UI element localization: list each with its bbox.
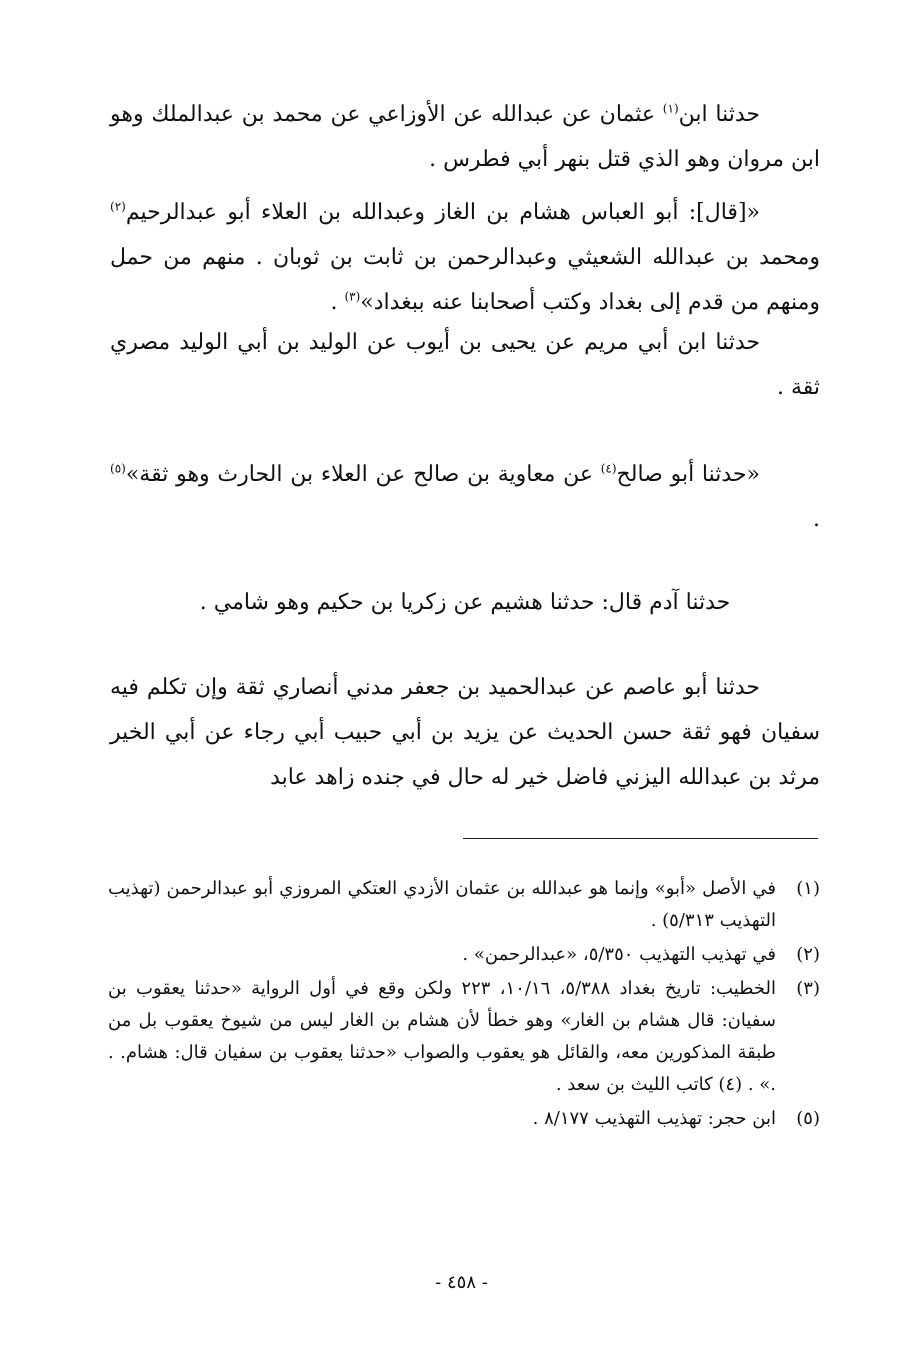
paragraph-5: حدثنا آدم قال: حدثنا هشيم عن زكريا بن حكيم وهو شامي . <box>199 590 731 615</box>
footnote-1 <box>108 873 820 937</box>
paragraph-2-text-part3: . <box>330 290 345 315</box>
paragraph-1-text-end: عثمان عن عبدالله عن الأوزاعي عن محمد بن عبدالملك وهو ابن مروان وهو الذي قتل بنهر أبي فطرس . <box>110 102 820 172</box>
paragraph-3: حدثنا ابن أبي مريم عن يحيى بن أيوب عن الوليد بن أبي الوليد مصري ثقة . <box>110 330 820 400</box>
footnote-number: (٣) <box>796 978 820 999</box>
footnote-number: (٥) <box>796 1108 820 1129</box>
paragraph-6: حدثنا أبو عاصم عن عبدالحميد بن جعفر مدني أنصاري ثقة وإن تكلم فيه سفيان فهو ثقة حسن الحديث عن يزيد بن أبي حبيب أبي رجاء عن أبي الخير مرثد بن عبدالله اليزني فاضل خير له حال في جنده زاهد عابد <box>110 675 820 790</box>
paragraph-1 <box>110 92 820 182</box>
footnote-ref-2: (٢) <box>110 199 126 214</box>
page-number: - ٤٥٨ - <box>435 1272 488 1293</box>
footnote-text: في الأصل «أبو» وإنما هو عبدالله بن عثمان الأزدي العتكي المروزي أبو عبدالرحمن (تهذيب التهذيب ٥/٣١٣) . <box>108 878 776 931</box>
footnote-number: (١) <box>796 878 820 899</box>
paragraph-4-text-part3: . <box>813 507 820 532</box>
footnote-2 <box>108 939 820 971</box>
footnote-ref-5: (٥) <box>110 461 126 476</box>
paragraph-4-text-part2: عن معاوية بن صالح عن العلاء بن الحارث وهو ثقة» <box>125 462 601 487</box>
footnote-ref-1: (١) <box>662 101 679 116</box>
footnotes <box>108 873 820 1137</box>
footnote-divider <box>463 838 818 839</box>
footnote-ref-3: (٣) <box>344 289 361 304</box>
paragraph-2-text-part2: ومحمد بن عبدالله الشعيثي وعبدالرحمن بن ثابت بن ثوبان . منهم من حمل ومنهم من قدم إلى بغداد وكتب أصحابنا عنه ببغداد» <box>110 245 820 315</box>
footnote-text: في تهذيب التهذيب ٥/٣٥٠، «عبدالرحمن» . <box>462 944 776 965</box>
footnote-text: الخطيب: تاريخ بغداد ٥/٣٨٨، ١٠/١٦، ٢٢٣ ولكن وقع في أول الرواية «حدثنا يعقوب بن سفيان: قال هشام بن الغار» وهو خطأ لأن هشام بن الغار ليس من شيوخ يعقوب بل من طبقة المذكورين معه، والقائل هو يعقوب والصواب «حدثنا يعقوب بن سفيان قال: هشام. . .» . (٤) كاتب الليث بن سعد . <box>108 978 777 1095</box>
paragraph-4 <box>110 452 820 542</box>
paragraph-2-text-part1: «[قال]: أبو العباس هشام بن الغاز وعبدالله بن العلاء أبو عبدالرحيم <box>125 200 760 225</box>
footnote-number: (٢) <box>796 944 820 965</box>
footnote-text: ابن حجر: تهذيب التهذيب ٨/١٧٧ . <box>532 1108 776 1129</box>
footnote-ref-4: (٤) <box>600 461 617 476</box>
paragraph-2 <box>110 190 820 325</box>
paragraph-1-text-start: حدثنا ابن <box>678 102 760 127</box>
footnote-3 <box>108 973 820 1101</box>
footnote-5 <box>108 1103 820 1135</box>
paragraph-4-text-part1: «حدثنا أبو صالح <box>616 462 760 487</box>
